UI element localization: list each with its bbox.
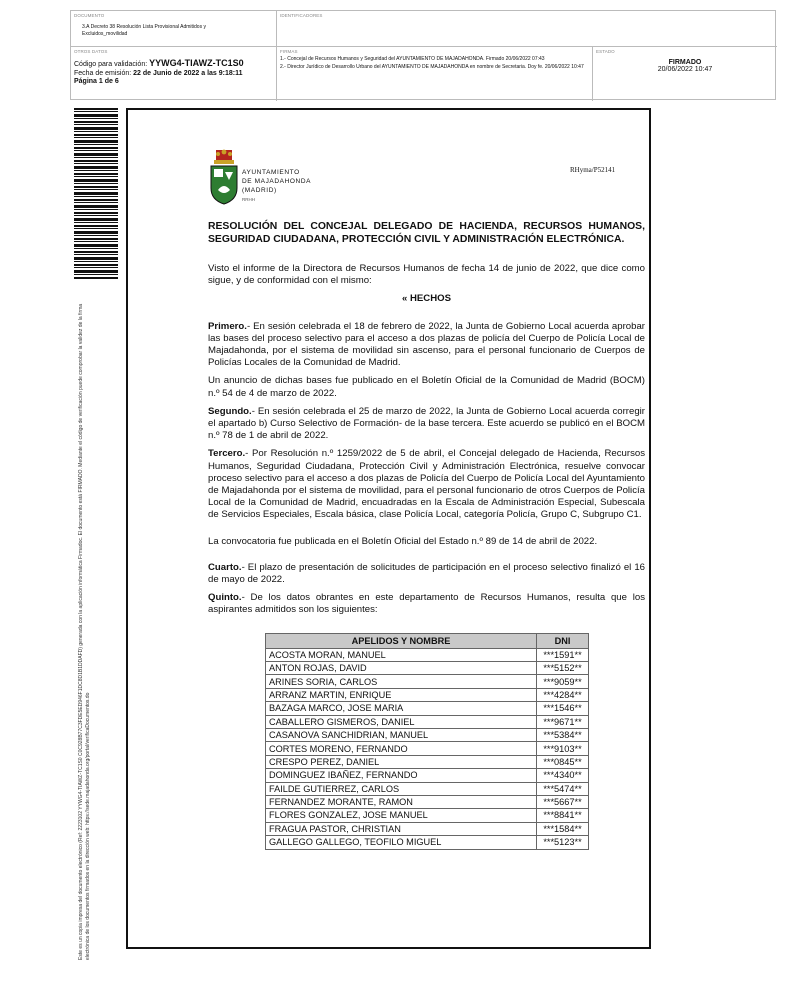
table-row: [266, 688, 589, 701]
table-row: [266, 702, 589, 715]
row-dni: ***4340**: [537, 769, 589, 782]
page-count: Página 1 de 6: [74, 78, 119, 85]
firma-1: 1.- Concejal de Recursos Humanos y Seguridad del AYUNTAMIENTO DE MAJADAHONDA. Firmado 20/06/2022 07:43: [280, 56, 545, 62]
row-name: CABALLERO GISMEROS, DANIEL: [266, 715, 537, 728]
document-body: [208, 220, 645, 850]
quinto-label: Quinto.: [208, 592, 242, 604]
estado-cell: [593, 47, 777, 101]
table-row: [266, 782, 589, 795]
letterhead-line1: AYUNTAMIENTO: [242, 169, 300, 176]
row-dni: ***1591**: [537, 648, 589, 661]
identificadores-label: IDENTIFICADORES: [280, 13, 323, 18]
row-name: CORTES MORENO, FERNANDO: [266, 742, 537, 755]
fecha-value: 22 de Junio de 2022 a las 9:18:11: [133, 69, 243, 77]
table-row: [266, 662, 589, 675]
row-dni: ***9059**: [537, 675, 589, 688]
coat-of-arms-icon: [208, 148, 240, 208]
row-dni: ***0845**: [537, 755, 589, 768]
row-name: FAILDE GUTIERREZ, CARLOS: [266, 782, 537, 795]
fecha-label: Fecha de emisión:: [74, 69, 132, 77]
quinto-paragraph: [208, 592, 645, 616]
cuarto-text: - El plazo de presentación de solicitudes de participación en el proceso selectivo finalizó el 16 de mayo de 2022.: [208, 561, 645, 586]
documento-cell: [71, 11, 277, 47]
quinto-text: - De los datos obrantes en este departamento de Recursos Humanos, resulta que los aspirantes admitidos son los siguientes:: [208, 592, 645, 616]
firmas-cell: [277, 47, 593, 101]
table-row: [266, 715, 589, 728]
segundo-text: - En sesión celebrada el 25 de marzo de 2022, la Junta de Gobierno Local acuerda corregir el apartado b) Curso Selectivo de Formación- de la base tercera. Este acuerdo se publicó en el BOCM n.º 78 de 1 de abril de 2022.: [208, 405, 645, 442]
firma-2: 2.- Director Jurídico de Desarrollo Urbano del AYUNTAMIENTO DE MAJADAHONDA en nombre de Secretaria. Doy fe. 20/06/2022 10:47: [280, 64, 584, 70]
admitted-table: [265, 633, 589, 850]
row-name: ARRANZ MARTIN, ENRIQUE: [266, 688, 537, 701]
table-row: [266, 836, 589, 849]
cuarto-label: Cuarto.: [208, 561, 242, 573]
row-dni: ***5123**: [537, 836, 589, 849]
row-name: ACOSTA MORAN, MANUEL: [266, 648, 537, 661]
table-row: [266, 809, 589, 822]
table-header-row: [266, 633, 589, 648]
documento-value: 3.A Decreto 38 Resolución Lista Provisional Admitidos y Excluidos_movilidad: [82, 24, 206, 37]
segundo-label: Segundo.: [208, 405, 252, 417]
identificadores-cell: [277, 11, 777, 47]
row-dni: ***5667**: [537, 795, 589, 808]
row-name: DOMINGUEZ IBAÑEZ, FERNANDO: [266, 769, 537, 782]
document-reference: RHyma/P52141: [570, 166, 616, 174]
row-name: FERNANDEZ MORANTE, RAMON: [266, 795, 537, 808]
row-dni: ***5152**: [537, 662, 589, 675]
table-row: [266, 729, 589, 742]
document-page: [126, 108, 651, 949]
column-header-name: APELIDOS Y NOMBRE: [266, 633, 537, 648]
convocatoria-paragraph: La convocatoria fue publicada en el Boletín Oficial del Estado n.º 89 de 14 de abril de 2022.: [208, 535, 598, 547]
codigo-label: Código para validación:: [74, 61, 148, 68]
row-dni: ***1546**: [537, 702, 589, 715]
cuarto-paragraph: [208, 562, 645, 586]
table-row: [266, 769, 589, 782]
table-row: [266, 742, 589, 755]
tercero-label: Tercero.: [208, 448, 246, 460]
signature-header: [70, 10, 776, 100]
row-name: FRAGUA PASTOR, CHRISTIAN: [266, 822, 537, 835]
estado-date: 20/06/2022 10:47: [657, 66, 713, 73]
intro-paragraph: Visto el informe de la Directora de Recursos Humanos de fecha 14 de junio de 2022, que dice como sigue, y de conformidad con el mismo:: [208, 263, 645, 287]
hechos-heading: « HECHOS: [401, 293, 452, 305]
tercero-text: - Por Resolución n.º 1259/2022 de 5 de abril, el Concejal delegado de Hacienda, Recursos Humanos, Seguridad Ciudadana, Protección Civil y Administración Electrónica, resuelve convocar proceso selectivo para el acceso a dos plazas de Policía del Cuerpo de Policía Local del Ayuntamiento de Majadahonda por el sistema de movilidad, para el personal funcionario de otros Cuerpos de Policía Local de la Comunidad de Madrid, encuadradas en la Escala de Administración Especial, Subescala de Servicios Especiales, Escala básica, clase Policía Local, categoría Policía, Grupo C, Subgrupo C1.: [208, 448, 645, 521]
otros-datos-cell: [71, 47, 277, 101]
row-dni: ***4284**: [537, 688, 589, 701]
firmas-label: FIRMAS: [280, 49, 298, 54]
table-row: [266, 822, 589, 835]
estado-label: ESTADO: [596, 49, 615, 54]
row-name: BAZAGA MARCO, JOSE MARIA: [266, 702, 537, 715]
row-name: ANTON ROJAS, DAVID: [266, 662, 537, 675]
codigo-value: YYWG4-TIAWZ-TC1S0: [149, 58, 244, 68]
primero-label: Primero.: [208, 320, 247, 332]
row-dni: ***9103**: [537, 742, 589, 755]
documento-label: DOCUMENTO: [74, 13, 105, 18]
row-name: FLORES GONZALEZ, JOSE MANUEL: [266, 809, 537, 822]
primero-paragraph: [208, 321, 645, 370]
letterhead-line3: (MADRID): [242, 187, 277, 194]
primero-text: - En sesión celebrada el 18 de febrero de 2022, la Junta de Gobierno Local acuerda aprobar las bases del proceso selectivo para el acceso a dos plazas de policía del Cuerpo de Policía Local de Majadahonda, por el sistema de movilidad sin ascenso, para el personal funcionario de Cuerpos de Policías Locales de la Comunidad de Madrid.: [208, 320, 645, 369]
letterhead: [242, 168, 311, 204]
row-dni: ***5384**: [537, 729, 589, 742]
table-row: [266, 755, 589, 768]
row-dni: ***1584**: [537, 822, 589, 835]
anuncio-paragraph: Un anuncio de dichas bases fue publicado en el Boletín Oficial de la Comunidad de Madrid (BOCM) n.º 54 de 4 de marzo de 2022.: [208, 375, 645, 399]
row-dni: ***9671**: [537, 715, 589, 728]
resolution-title: RESOLUCIÓN DEL CONCEJAL DELEGADO DE HACIENDA, RECURSOS HUMANOS, SEGURIDAD CIUDADANA, PROTECCIÓN CIVIL Y ADMINISTRACIÓN ELECTRÓNICA.: [208, 221, 645, 245]
row-name: CRESPO PEREZ, DANIEL: [266, 755, 537, 768]
table-row: [266, 795, 589, 808]
letterhead-dept: RRHH: [242, 197, 255, 202]
letterhead-line2: DE MAJADAHONDA: [242, 178, 312, 185]
estado-value: FIRMADO: [668, 59, 702, 66]
table-row: [266, 675, 589, 688]
tercero-paragraph: [208, 448, 645, 521]
row-name: CASANOVA SANCHIDRIAN, MANUEL: [266, 729, 537, 742]
row-dni: ***5474**: [537, 782, 589, 795]
table-row: [266, 648, 589, 661]
verification-side-text: Este es un copia impresa del documento electrónico (Ref: 2223102 YYWG4-TIAWZ-TC1S0 C0C928B77C3FDE5ED946F1DC8D1B1DDAFD) generada con la aplicación informática Firmadoc. El documento está FIRMADO. Mediante el código de verificación puede comprobar la validez de la firma electrónica de los documentos firmados en la dirección web: https://sede.majadahonda.org/portal/verificaDocumentos.do: [78, 303, 91, 960]
row-name: ARINES SORIA, CARLOS: [266, 675, 537, 688]
column-header-dni: DNI: [537, 633, 589, 648]
barcode: [74, 108, 118, 280]
otros-datos-label: OTROS DATOS: [74, 49, 108, 54]
row-name: GALLEGO GALLEGO, TEOFILO MIGUEL: [266, 836, 537, 849]
row-dni: ***8841**: [537, 809, 589, 822]
segundo-paragraph: [208, 406, 645, 443]
